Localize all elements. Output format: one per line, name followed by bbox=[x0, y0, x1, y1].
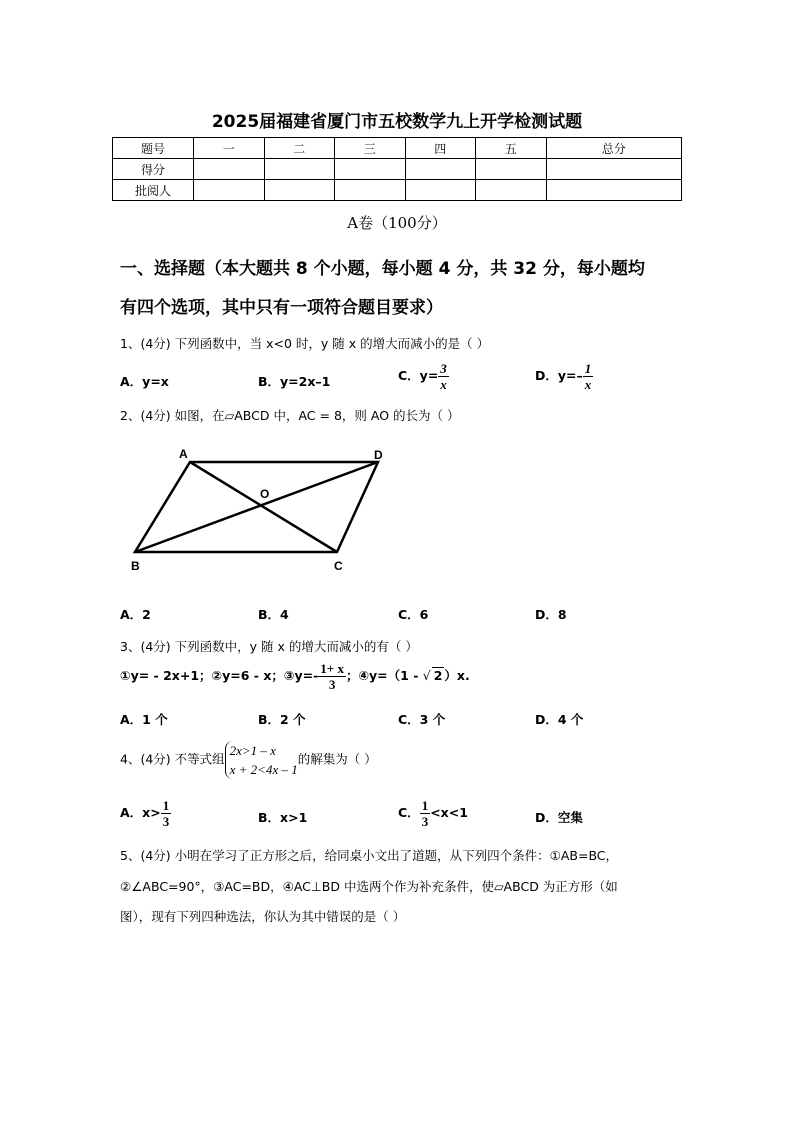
q3-option-b: B．2 个 bbox=[258, 712, 306, 727]
fraction bbox=[318, 661, 346, 692]
table-cell: 题号 bbox=[113, 138, 194, 159]
table-cell bbox=[546, 159, 682, 180]
table-cell: 二 bbox=[264, 138, 335, 159]
vertex-label-b: B bbox=[131, 559, 140, 573]
q1-option-c-prefix: C．y= bbox=[398, 368, 439, 383]
q3-option-d: D．4 个 bbox=[535, 712, 584, 727]
question-5-line2: ②∠ABC=90°，③AC=BD，④AC⊥BD 中选两个作为补充条件，使▱ABCD 为正方形（如 bbox=[120, 879, 618, 894]
sqrt-radicand: 2 bbox=[433, 668, 443, 683]
exam-title: 2025届福建省厦门市五校数学九上开学检测试题 bbox=[211, 112, 583, 132]
section-heading-line2: 有四个选项，其中只有一项符合题目要求） bbox=[120, 298, 443, 318]
inequality-2: x + 2<4x – 1 bbox=[229, 762, 298, 777]
q4-stem-prefix: 4、(4分) 不等式组 bbox=[120, 751, 225, 767]
question-3-stem: 3、(4分) 下列函数中，y 随 x 的增大而减小的有（ ） bbox=[120, 639, 418, 654]
table-cell bbox=[264, 159, 335, 180]
q1-option-d bbox=[535, 361, 593, 392]
question-3-expression bbox=[120, 661, 470, 692]
fraction bbox=[161, 798, 172, 829]
table-cell bbox=[335, 159, 406, 180]
q3-option-c: C．3 个 bbox=[398, 712, 446, 727]
q4-option-c-prefix: C． bbox=[398, 805, 420, 820]
question-1-stem: 1、(4分) 下列函数中，当 x<0 时，y 随 x 的增大而减小的是（ ） bbox=[120, 336, 490, 351]
fraction-numerator: 3 bbox=[440, 361, 447, 376]
table-cell bbox=[194, 159, 265, 180]
table-cell: 四 bbox=[405, 138, 476, 159]
fraction bbox=[438, 361, 449, 392]
question-5-line1: 5、(4分) 小明在学习了正方形之后，给同桌小文出了道题，从下列四个条件：①AB=BC， bbox=[120, 848, 619, 863]
center-label-o: O bbox=[260, 487, 270, 501]
table-cell: 一 bbox=[194, 138, 265, 159]
fraction-numerator: 1+ x bbox=[320, 661, 344, 676]
question-4-stem bbox=[120, 741, 377, 779]
expr-text: ①y= - 2x+1；②y=6 - x；③y=- bbox=[120, 668, 319, 683]
fraction-numerator: 1 bbox=[162, 798, 170, 813]
q4-option-b: B．x>1 bbox=[258, 810, 308, 825]
vertex-label-c: C bbox=[334, 559, 343, 573]
inequality-system bbox=[225, 741, 298, 779]
fraction-denominator: 3 bbox=[162, 814, 170, 829]
q1-option-d-prefix: D．y=– bbox=[535, 368, 583, 383]
section-heading-line1: 一、选择题（本大题共 8 个小题，每小题 4 分，共 32 分，每小题均 bbox=[120, 259, 645, 279]
fraction-numerator: 1 bbox=[421, 798, 429, 813]
table-cell bbox=[194, 180, 265, 201]
q2-option-d: D．8 bbox=[535, 607, 567, 622]
q1-option-b: B．y=2x–1 bbox=[258, 374, 331, 389]
q4-option-c bbox=[398, 798, 468, 829]
section-title: A卷（100分） bbox=[347, 214, 447, 232]
vertex-label-d: D bbox=[374, 448, 383, 462]
vertex-label-a: A bbox=[179, 447, 188, 461]
expr-text: ；④y=（1 - bbox=[345, 668, 423, 683]
q4-option-d: D．空集 bbox=[535, 810, 583, 825]
fraction-denominator: x bbox=[584, 377, 592, 392]
q2-option-b: B．4 bbox=[258, 607, 289, 622]
question-2-stem: 2、(4分) 如图，在▱ABCD 中，AC = 8，则 AO 的长为（ ） bbox=[120, 408, 460, 423]
diagonal-ac bbox=[190, 462, 337, 552]
table-cell: 三 bbox=[335, 138, 406, 159]
inequality-1: 2x>1 – x bbox=[229, 743, 276, 758]
fraction-denominator: 3 bbox=[421, 814, 429, 829]
q2-option-a: A．2 bbox=[120, 607, 151, 622]
table-cell bbox=[264, 180, 335, 201]
expr-text: ）x. bbox=[444, 668, 470, 683]
table-cell bbox=[405, 180, 476, 201]
table-cell bbox=[476, 180, 547, 201]
diagonal-bd bbox=[135, 462, 378, 552]
table-cell: 五 bbox=[476, 138, 547, 159]
score-table bbox=[112, 137, 682, 201]
q1-option-a: A．y=x bbox=[120, 374, 169, 389]
table-cell: 得分 bbox=[113, 159, 194, 180]
fraction bbox=[583, 361, 594, 392]
table-cell bbox=[546, 180, 682, 201]
parallelogram-figure bbox=[120, 440, 400, 580]
table-cell: 总分 bbox=[546, 138, 682, 159]
sqrt-symbol: √ bbox=[422, 668, 431, 683]
fraction bbox=[420, 798, 431, 829]
fraction-numerator: 1 bbox=[584, 361, 592, 376]
question-5-line3: 图），现有下列四种选法，你认为其中错误的是（ ） bbox=[120, 909, 406, 924]
fraction-denominator: x bbox=[440, 377, 447, 392]
table-cell bbox=[476, 159, 547, 180]
q2-option-c: C．6 bbox=[398, 607, 429, 622]
fraction-denominator: 3 bbox=[328, 677, 336, 692]
score-table-header-row bbox=[113, 138, 682, 159]
table-row bbox=[113, 180, 682, 201]
q4-stem-suffix: 的解集为（ ） bbox=[297, 751, 377, 767]
q4-option-a-prefix: A．x> bbox=[120, 805, 161, 820]
table-cell: 批阅人 bbox=[113, 180, 194, 201]
q1-option-c bbox=[398, 361, 449, 392]
q4-option-a bbox=[120, 798, 171, 829]
table-row bbox=[113, 159, 682, 180]
q4-option-c-suffix: <x<1 bbox=[430, 805, 468, 820]
q3-option-a: A．1 个 bbox=[120, 712, 168, 727]
table-cell bbox=[335, 180, 406, 201]
table-cell bbox=[405, 159, 476, 180]
